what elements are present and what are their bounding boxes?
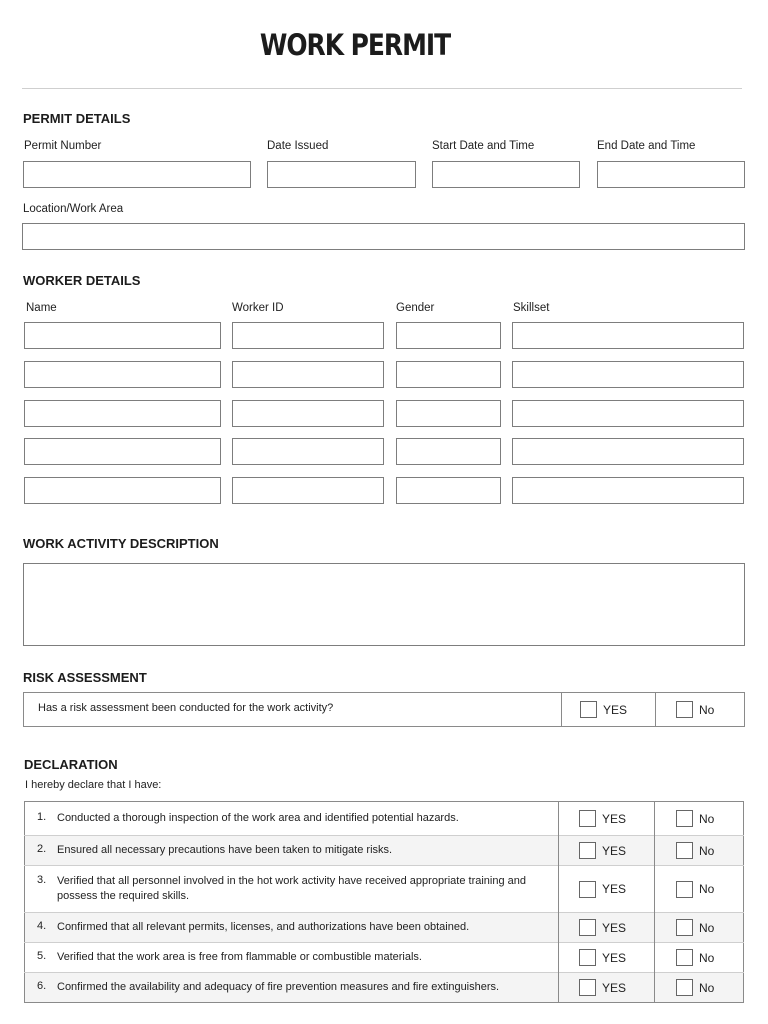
risk-yes-option[interactable]	[580, 701, 627, 718]
worker-name-field[interactable]	[24, 361, 221, 388]
declaration-yes-cell[interactable]	[559, 943, 655, 973]
risk-assessment-question: Has a risk assessment been conducted for the work activity?	[38, 702, 334, 714]
declaration-item-text: Conducted a thorough inspection of the work area and identified potential hazards.	[57, 812, 459, 824]
worker-gender-field[interactable]	[396, 322, 501, 349]
worker-skillset-field[interactable]	[512, 477, 744, 504]
date-issued-label: Date Issued	[267, 140, 329, 152]
declaration-yes-cell[interactable]	[559, 973, 655, 1003]
declaration-no-checkbox[interactable]	[676, 810, 693, 827]
declaration-yes-label: YES	[602, 920, 627, 935]
date-issued-field[interactable]	[267, 161, 416, 188]
declaration-item-text: Confirmed that all relevant permits, licenses, and authorizations have been obtained.	[57, 921, 470, 933]
declaration-no-cell[interactable]	[655, 802, 744, 836]
worker-id-field[interactable]	[232, 322, 384, 349]
declaration-item-number: 5.	[37, 950, 47, 962]
worker-name-field[interactable]	[24, 400, 221, 427]
worker-gender-field[interactable]	[396, 400, 501, 427]
declaration-yes-checkbox[interactable]	[579, 842, 596, 859]
declaration-yes-label: YES	[602, 980, 627, 995]
declaration-no-label: No	[699, 882, 715, 896]
declaration-no-label: No	[699, 920, 715, 935]
declaration-yes-checkbox[interactable]	[579, 881, 596, 898]
worker-id-field[interactable]	[232, 361, 384, 388]
declaration-row	[25, 973, 744, 1003]
declaration-row	[25, 836, 744, 866]
declaration-item-number: 2.	[37, 843, 47, 855]
declaration-item-text: Confirmed the availability and adequacy of fire prevention measures and fire extinguishers.	[57, 981, 500, 993]
worker-id-field[interactable]	[232, 438, 384, 465]
permit-number-field[interactable]	[23, 161, 251, 188]
declaration-item-text: Verified that all personnel involved in the hot work activity have received appropriate training and possess the required skills.	[57, 875, 526, 902]
declaration-question	[25, 973, 559, 1003]
declaration-no-label: No	[699, 811, 715, 826]
risk-assessment-row	[23, 692, 745, 727]
start-date-label: Start Date and Time	[432, 140, 535, 152]
worker-skillset-field[interactable]	[512, 322, 744, 349]
declaration-yes-label: YES	[602, 882, 627, 896]
declaration-no-checkbox[interactable]	[676, 881, 693, 898]
declaration-yes-checkbox[interactable]	[579, 949, 596, 966]
declaration-item-number: 6.	[37, 980, 47, 992]
declaration-yes-cell[interactable]	[559, 802, 655, 836]
worker-gender-header: Gender	[396, 302, 435, 314]
declaration-no-cell[interactable]	[655, 913, 744, 943]
risk-col-divider-1	[561, 693, 562, 726]
declaration-question	[25, 836, 559, 866]
permit-number-label: Permit Number	[24, 140, 102, 152]
declaration-table	[24, 801, 744, 1003]
location-field[interactable]	[22, 223, 745, 250]
risk-no-label: No	[699, 702, 715, 717]
declaration-yes-label: YES	[602, 811, 627, 826]
worker-name-field[interactable]	[24, 438, 221, 465]
declaration-no-cell[interactable]	[655, 866, 744, 913]
declaration-no-checkbox[interactable]	[676, 919, 693, 936]
declaration-item-number: 3.	[37, 874, 47, 886]
declaration-no-checkbox[interactable]	[676, 949, 693, 966]
declaration-question	[25, 866, 559, 913]
declaration-row	[25, 802, 744, 836]
worker-skillset-header: Skillset	[513, 302, 550, 314]
declaration-intro: I hereby declare that I have:	[25, 779, 162, 791]
worker-id-field[interactable]	[232, 400, 384, 427]
declaration-yes-label: YES	[602, 843, 627, 858]
worker-skillset-field[interactable]	[512, 361, 744, 388]
risk-yes-label: YES	[603, 702, 628, 717]
risk-no-option[interactable]	[676, 701, 714, 718]
declaration-yes-checkbox[interactable]	[579, 919, 596, 936]
risk-no-checkbox[interactable]	[676, 701, 693, 718]
declaration-row	[25, 913, 744, 943]
declaration-yes-cell[interactable]	[559, 836, 655, 866]
worker-name-field[interactable]	[24, 322, 221, 349]
declaration-question	[25, 943, 559, 973]
declaration-no-checkbox[interactable]	[676, 979, 693, 996]
worker-id-field[interactable]	[232, 477, 384, 504]
declaration-no-cell[interactable]	[655, 836, 744, 866]
declaration-no-cell[interactable]	[655, 943, 744, 973]
declaration-item-text: Verified that the work area is free from flammable or combustible materials.	[57, 951, 422, 963]
work-activity-description-field[interactable]	[23, 563, 745, 646]
declaration-row	[25, 866, 744, 913]
declaration-question	[25, 913, 559, 943]
worker-name-header: Name	[26, 302, 57, 314]
title-divider	[22, 88, 742, 89]
worker-details-heading: WORKER DETAILS	[23, 273, 141, 288]
permit-details-heading: PERMIT DETAILS	[23, 111, 131, 126]
worker-id-header: Worker ID	[232, 302, 284, 314]
declaration-heading: DECLARATION	[24, 757, 118, 772]
declaration-yes-checkbox[interactable]	[579, 810, 596, 827]
end-date-label: End Date and Time	[597, 140, 696, 152]
declaration-item-number: 1.	[37, 811, 47, 823]
declaration-yes-checkbox[interactable]	[579, 979, 596, 996]
worker-gender-field[interactable]	[396, 438, 501, 465]
location-label: Location/Work Area	[23, 203, 124, 215]
declaration-yes-label: YES	[602, 950, 627, 965]
risk-col-divider-2	[655, 693, 656, 726]
declaration-item-text: Ensured all necessary precautions have been taken to mitigate risks.	[57, 844, 393, 856]
declaration-no-cell[interactable]	[655, 973, 744, 1003]
declaration-question	[25, 802, 559, 836]
end-date-field[interactable]	[597, 161, 745, 188]
risk-assessment-heading: RISK ASSESSMENT	[23, 670, 147, 685]
worker-skillset-field[interactable]	[512, 400, 744, 427]
declaration-no-label: No	[699, 950, 715, 965]
page-title: WORK PERMIT	[259, 28, 451, 62]
worker-skillset-field[interactable]	[512, 438, 744, 465]
worker-gender-field[interactable]	[396, 361, 501, 388]
declaration-yes-cell[interactable]	[559, 913, 655, 943]
declaration-yes-cell[interactable]	[559, 866, 655, 913]
declaration-no-label: No	[699, 980, 715, 995]
declaration-item-number: 4.	[37, 920, 47, 932]
risk-yes-checkbox[interactable]	[580, 701, 597, 718]
declaration-no-label: No	[699, 843, 715, 858]
declaration-row	[25, 943, 744, 973]
worker-name-field[interactable]	[24, 477, 221, 504]
work-activity-heading: WORK ACTIVITY DESCRIPTION	[23, 536, 219, 551]
worker-gender-field[interactable]	[396, 477, 501, 504]
start-date-field[interactable]	[432, 161, 580, 188]
declaration-no-checkbox[interactable]	[676, 842, 693, 859]
